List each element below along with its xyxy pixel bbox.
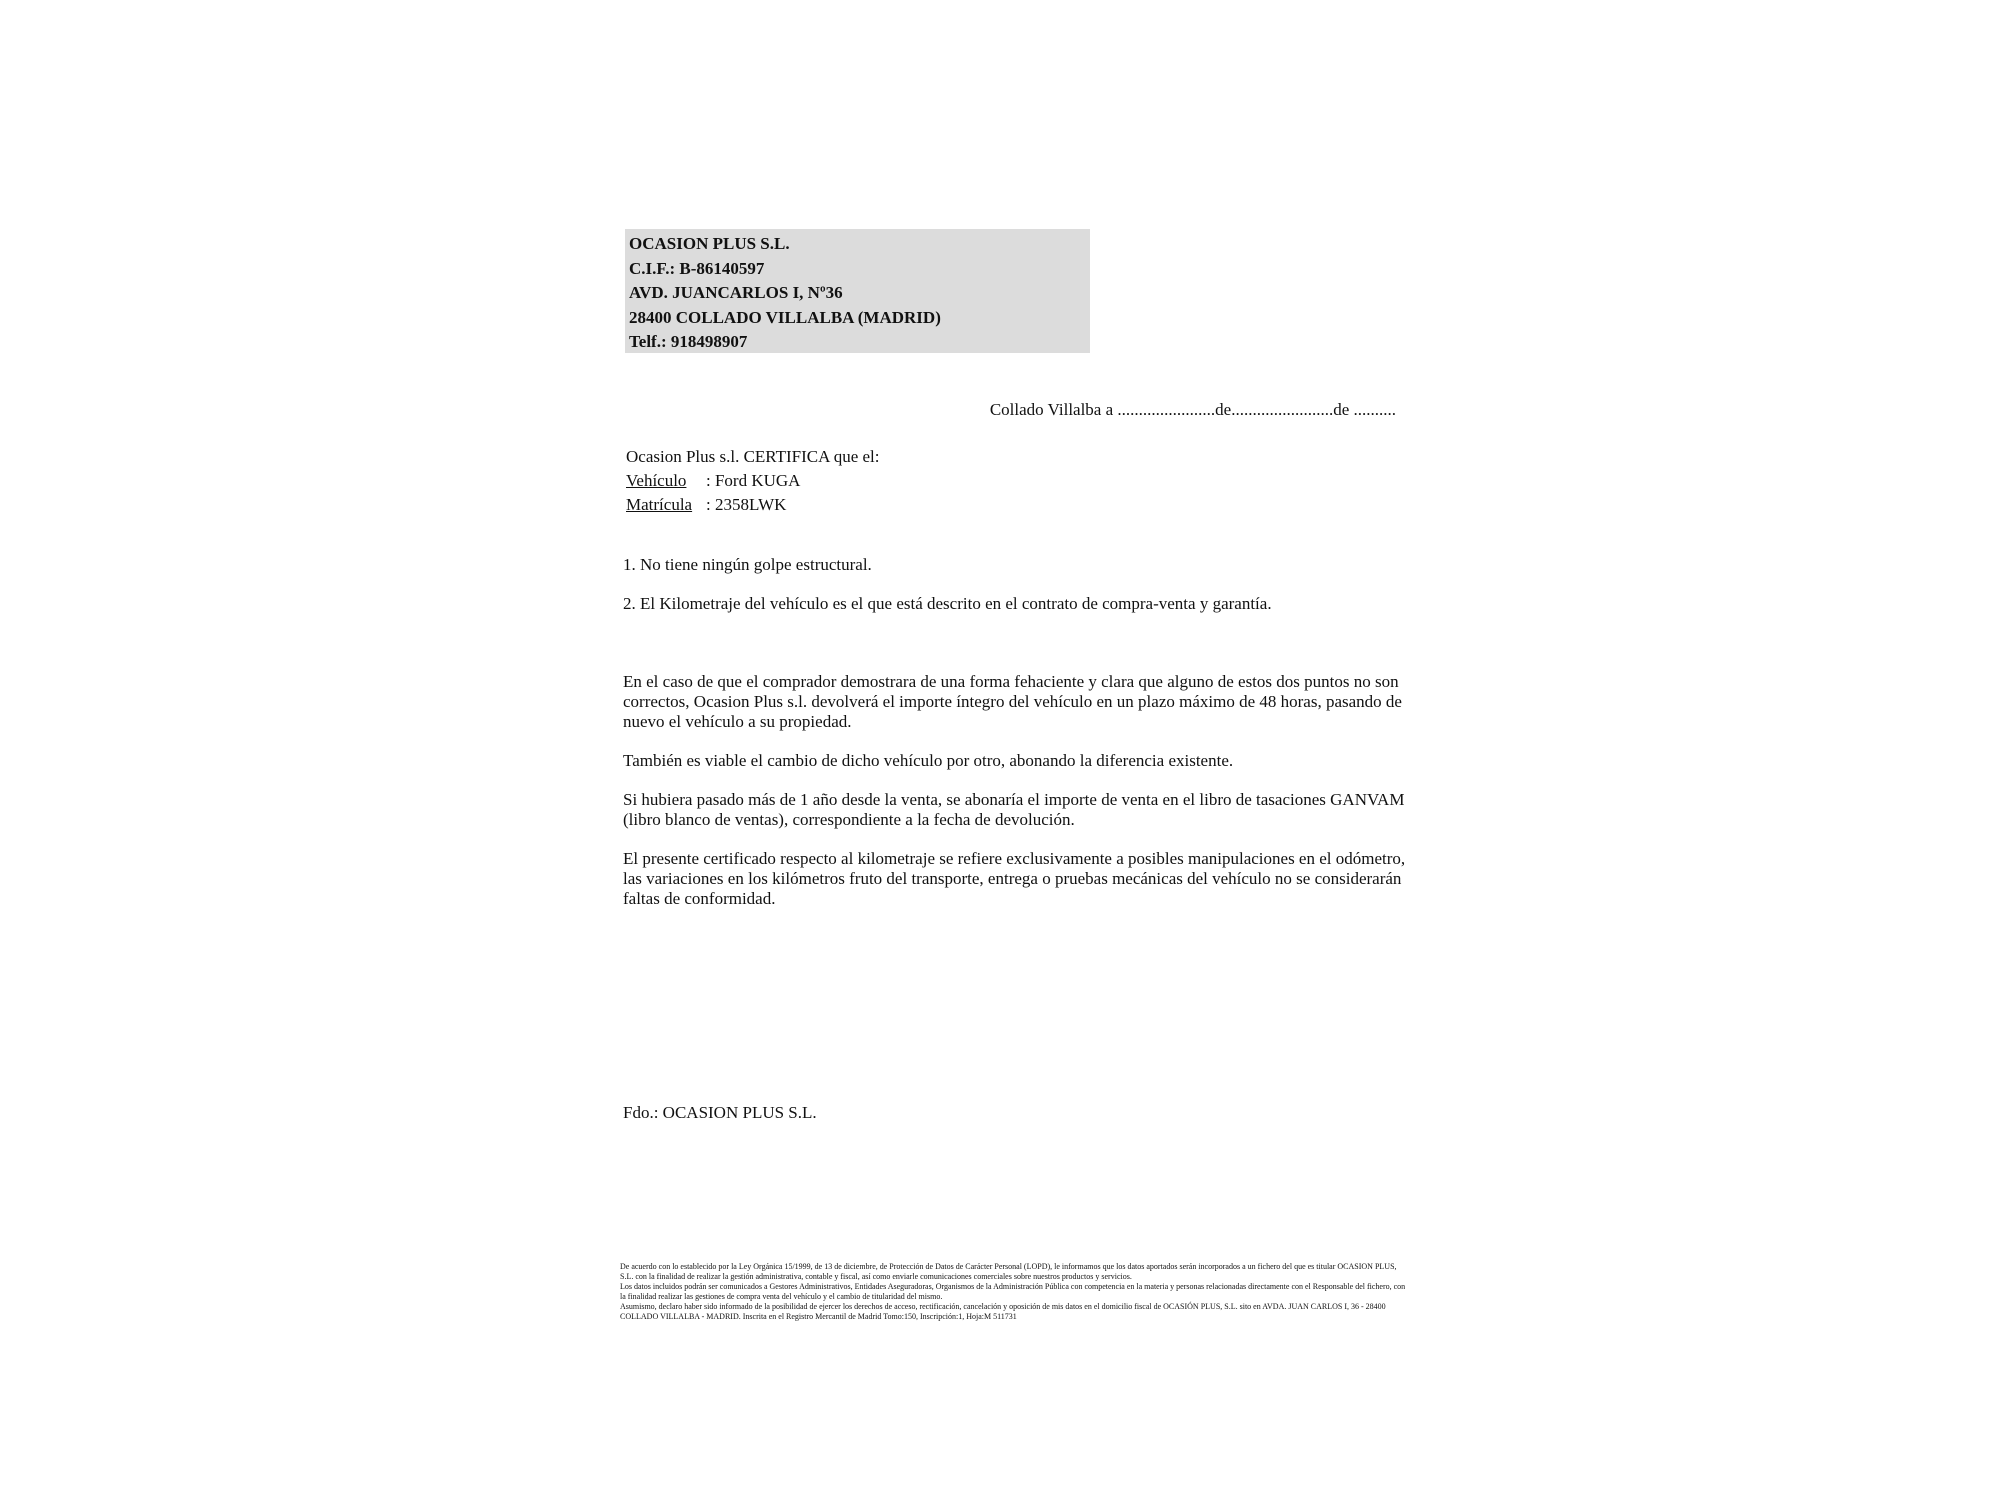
company-name: OCASION PLUS S.L.: [629, 234, 790, 253]
plate-value: : 2358LWK: [706, 495, 787, 514]
date-line: Collado Villalba a .......................de........................de ..........: [989, 400, 1396, 419]
company-cif: C.I.F.: B-86140597: [629, 258, 765, 278]
point-item: 1. No tiene ningún golpe estructural.: [623, 555, 872, 574]
plate-label: Matrícula: [626, 495, 693, 514]
company-city: 28400 COLLADO VILLALBA (MADRID): [629, 307, 941, 327]
legal-notice: [620, 1262, 1410, 1322]
certification-block: [626, 445, 880, 517]
vehicle-label: Vehículo: [626, 471, 687, 490]
legal-paragraph: Los datos incluidos podrán ser comunicados a Gestores Administrativos, Entidades Aseguradoras, Organismos de la Administración Pública con competencia en la materia y personas relacionadas directamente con el Responsable del fichero, con la finalidad realizar las gestiones de compra venta del vehículo y el cambio de titularidad del mismo.: [620, 1282, 1406, 1301]
company-phone: Telf.: 918498907: [629, 332, 748, 351]
paragraph: Si hubiera pasado más de 1 año desde la venta, se abonaría el importe de venta en el libro de tasaciones GANVAM (libro blanco de ventas), correspondiente a la fecha de devolución.: [623, 790, 1405, 829]
paragraph: En el caso de que el comprador demostrara de una forma fehaciente y clara que alguno de estos dos puntos no son correctos, Ocasion Plus s.l. devolverá el importe íntegro del vehículo en un plazo máximo de 48 horas, pasando de nuevo el vehículo a su propiedad.: [623, 672, 1402, 731]
plate-row: [626, 493, 880, 517]
vehicle-row: [626, 469, 880, 493]
certification-intro: Ocasion Plus s.l. CERTIFICA que el:: [626, 447, 880, 466]
certified-points: [623, 555, 1272, 633]
company-header-box: [625, 229, 1090, 353]
point-item: 2. El Kilometraje del vehículo es el que está descrito en el contrato de compra-venta y garantía.: [623, 594, 1272, 613]
legal-paragraph: De acuerdo con lo establecido por la Ley Orgánica 15/1999, de 13 de diciembre, de Protección de Datos de Carácter Personal (LOPD), le informamos que los datos aportados serán incorporados a un fichero del que es titular OCASION PLUS, S.L. con la finalidad de realizar la gestión administrativa, contable y fiscal, así como enviarle comunicaciones comerciales sobre nuestros productos y servicios.: [620, 1262, 1397, 1281]
vehicle-value: : Ford KUGA: [706, 471, 801, 490]
legal-paragraph: Asumismo, declaro haber sido informado de la posibilidad de ejercer los derechos de acceso, rectificación, cancelación y oposición de mis datos en el domicilio fiscal de OCASIÓN PLUS, S.L. sito en AVDA. JUAN CARLOS I, 36 - 28400 COLLADO VILLALBA - MADRID. Inscrita en el Registro Mercantil de Madrid Tomo:150, Inscripción:1, Hoja:M 511731: [620, 1302, 1386, 1321]
conditions-text: [623, 672, 1413, 928]
paragraph: También es viable el cambio de dicho vehículo por otro, abonando la diferencia existente.: [623, 751, 1234, 770]
company-address: AVD. JUANCARLOS I, Nº36: [629, 283, 843, 302]
paragraph: El presente certificado respecto al kilometraje se refiere exclusivamente a posibles manipulaciones en el odómetro, las variaciones en los kilómetros fruto del transporte, entrega o pruebas mecánicas del vehículo no se considerarán faltas de conformidad.: [623, 849, 1406, 908]
signature-line: Fdo.: OCASION PLUS S.L.: [623, 1103, 817, 1122]
